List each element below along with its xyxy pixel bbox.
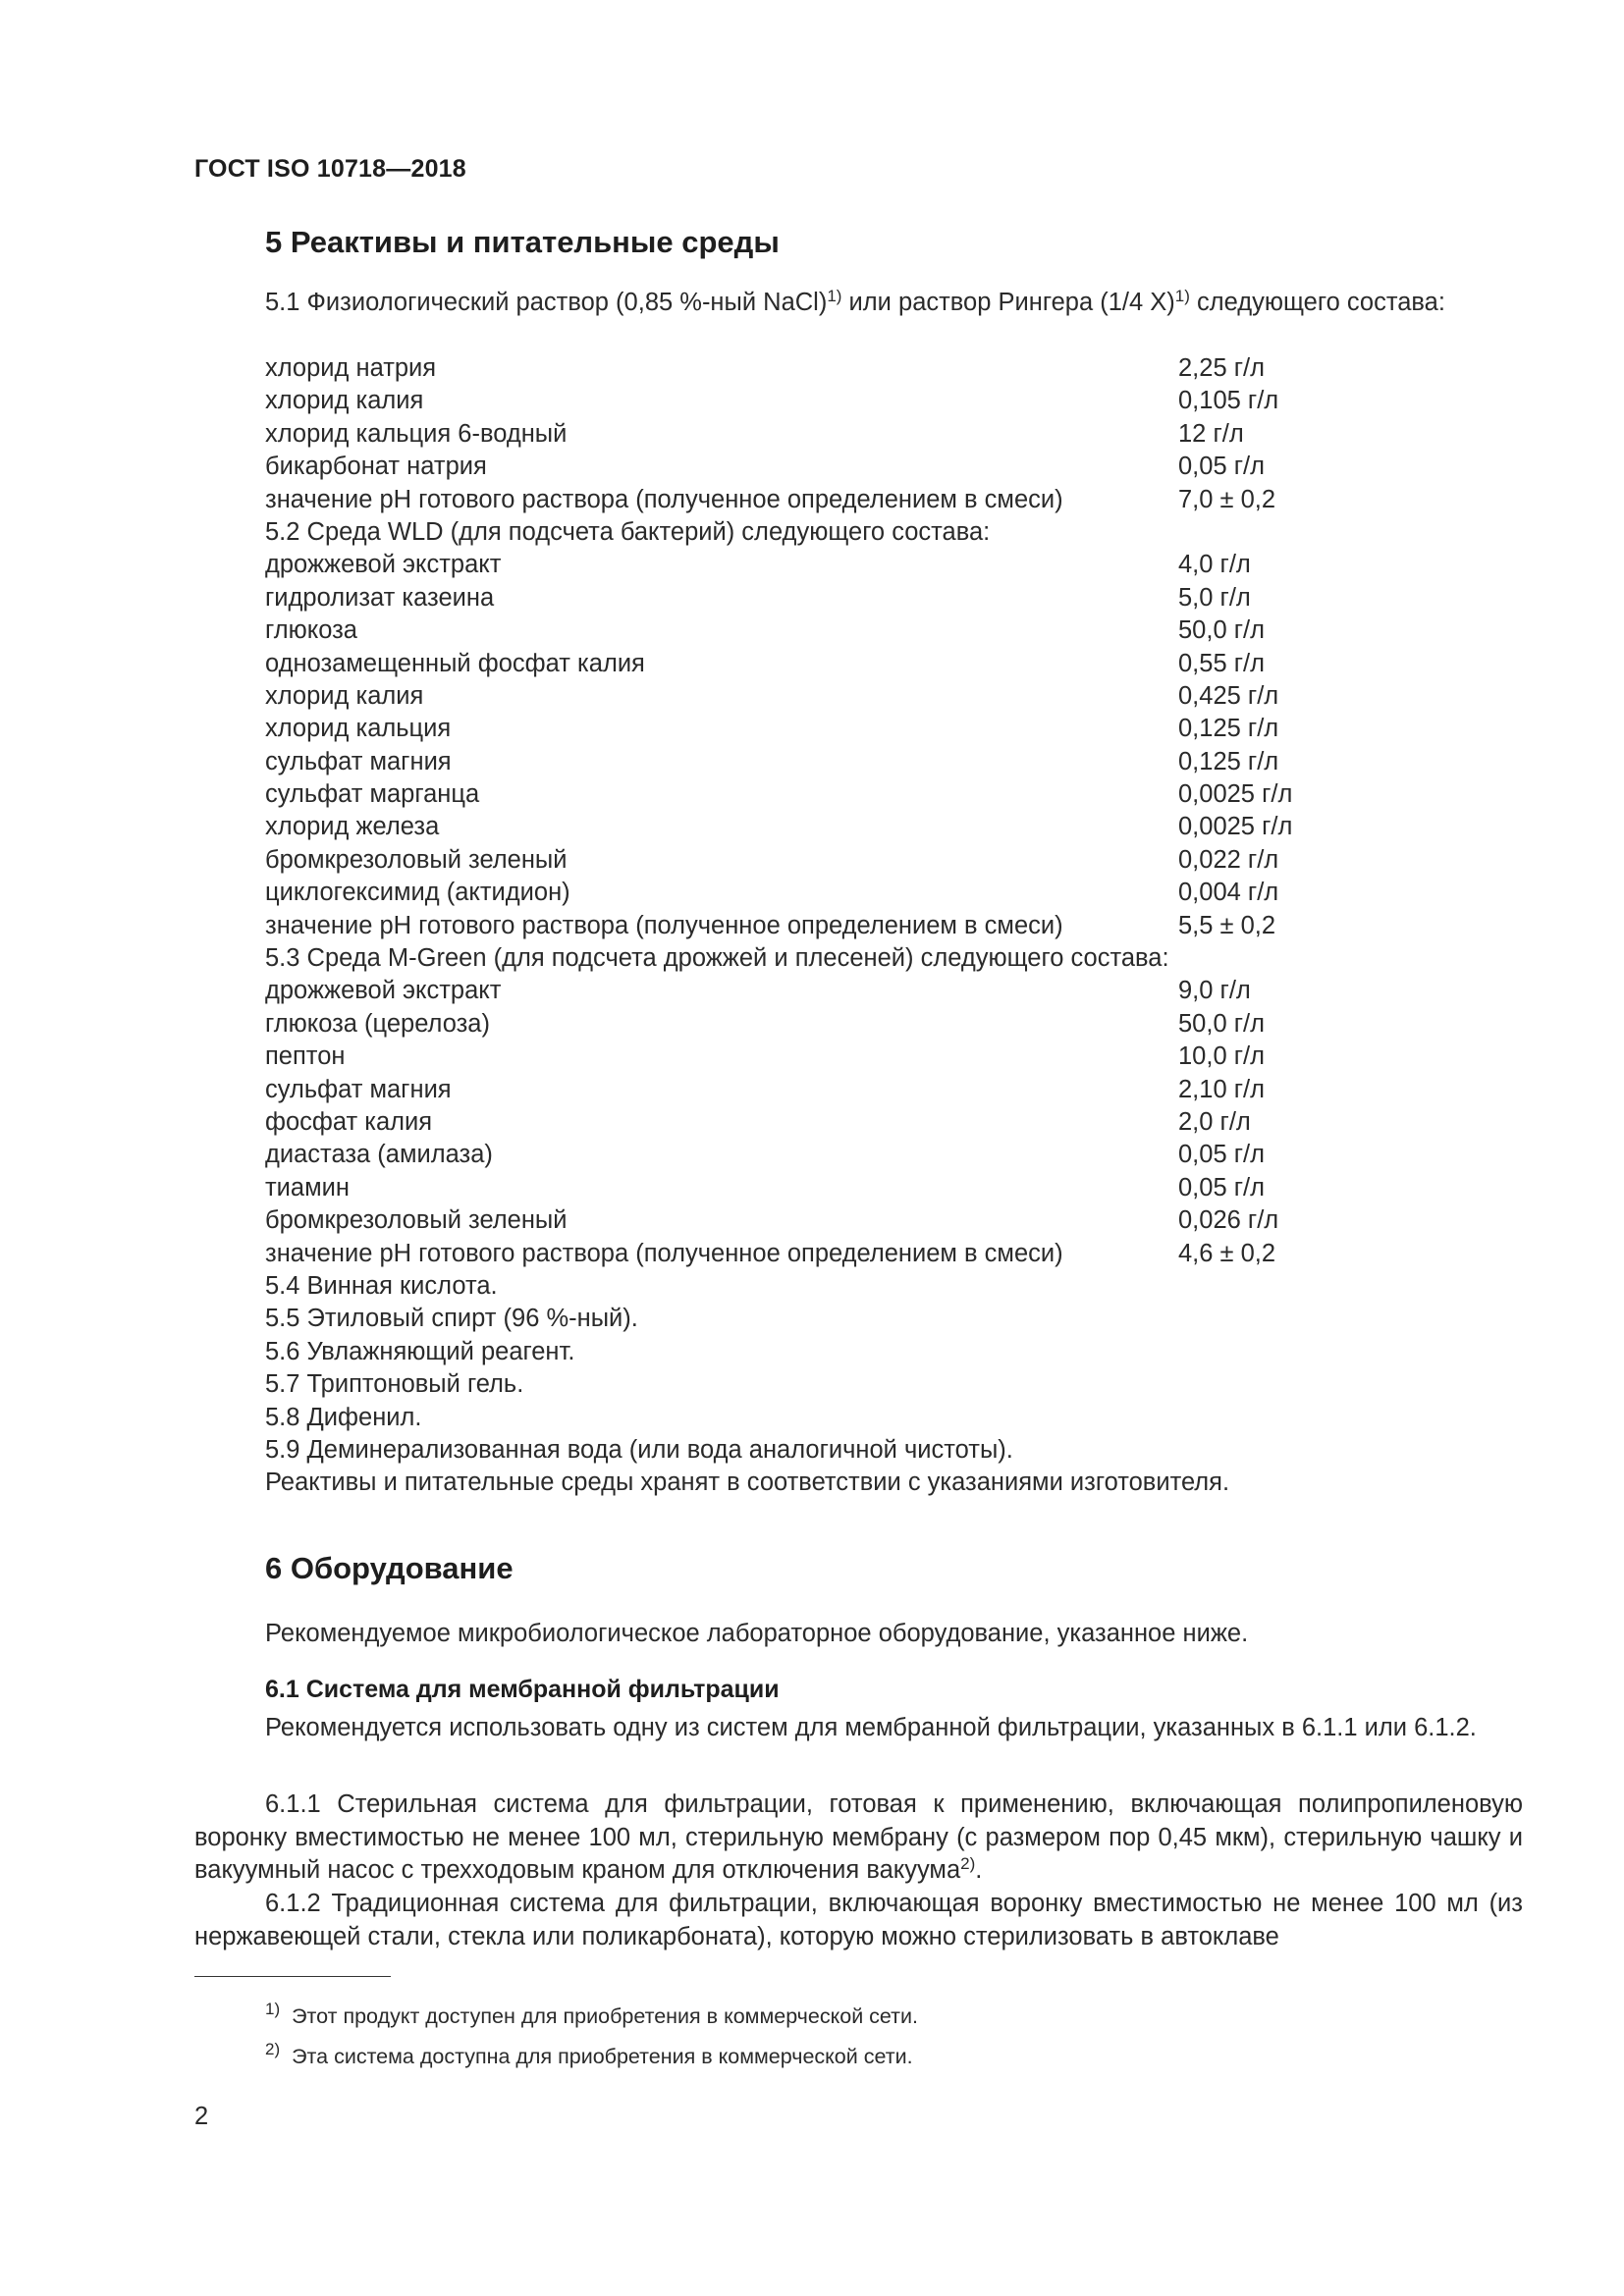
footnote-ref-1b: 1) — [1174, 287, 1190, 305]
list-item — [265, 1074, 1345, 1106]
list-item-label: глюкоза (церелоза) — [265, 1009, 490, 1038]
list-item-label: 5.6 Увлажняющий реагент. — [265, 1337, 575, 1365]
list-item — [265, 778, 1345, 811]
footnote-separator — [194, 1976, 391, 1977]
list-item — [265, 549, 1345, 581]
list-item-label: дрожжевой экстракт — [265, 977, 502, 1005]
list-item-value: 10,0 г/л — [1178, 1042, 1265, 1071]
p61-text: Рекомендуется использовать одну из систем для мембранной фильтрации, указанных в 6.1.1 или 6.1.2. — [265, 1714, 1477, 1741]
list-item-value: 7,0 ± 0,2 — [1178, 485, 1276, 513]
list-item-label: пептон — [265, 1042, 346, 1071]
footnote-2-mark: 2) — [265, 2040, 281, 2058]
list-item-label: сульфат магния — [265, 1075, 452, 1103]
list-item-label: дрожжевой экстракт — [265, 551, 502, 579]
list-item-label: бикарбонат натрия — [265, 453, 487, 481]
list-item-label: тиамин — [265, 1173, 350, 1201]
list-item-label: бромкрезоловый зеленый — [265, 1206, 568, 1235]
paragraph-6-1 — [194, 1712, 1523, 1745]
list-item-value: 2,25 г/л — [1178, 354, 1265, 382]
list-item — [265, 1139, 1345, 1171]
list-item-value: 50,0 г/л — [1178, 1009, 1265, 1038]
p611-text: 6.1.1 Стерильная система для фильтрации, готовая к применению, включающая полипропиленовую воронку вместимостью не менее 100 мл, стерильную мембрану (с размером пор 0,45 мкм), стерильную чашку и вакуумный насос с трехходовым краном для отключения вакуума — [194, 1790, 1523, 1885]
list-item-label: 5.8 Дифенил. — [265, 1403, 422, 1431]
footnote-2-text: Эта система доступна для приобретения в коммерческой сети. — [292, 2045, 913, 2068]
list-item-label: 5.9 Деминерализованная вода (или вода аналогичной чистоты). — [265, 1435, 1013, 1464]
paragraph-6-1-2 — [194, 1888, 1523, 1953]
list-item-label: глюкоза — [265, 616, 357, 645]
p51-text-c: следующего состава: — [1189, 289, 1445, 316]
list-item-value: 0,004 г/л — [1178, 879, 1279, 907]
list-item-label: значение pH готового раствора (полученное определением в смеси) — [265, 485, 1063, 513]
list-item — [265, 942, 1345, 975]
paragraph-5-1 — [194, 287, 1523, 320]
list-item-value: 5,0 г/л — [1178, 583, 1251, 612]
list-item — [265, 385, 1345, 417]
footnote-2 — [265, 2040, 913, 2070]
list-item-label: 5.7 Триптоновый гель. — [265, 1370, 524, 1399]
list-item-value: 50,0 г/л — [1178, 616, 1265, 645]
list-item-value: 0,125 г/л — [1178, 715, 1279, 743]
list-item — [265, 1434, 1345, 1467]
list-item-value: 0,0025 г/л — [1178, 813, 1293, 841]
list-item — [265, 877, 1345, 909]
list-item — [265, 1008, 1345, 1041]
list-item-value: 4,6 ± 0,2 — [1178, 1239, 1276, 1267]
list-item — [265, 844, 1345, 877]
list-item — [265, 1303, 1345, 1335]
list-item — [265, 811, 1345, 843]
list-item-label: 5.5 Этиловый спирт (96 %-ный). — [265, 1305, 638, 1333]
list-item-value: 0,0025 г/л — [1178, 780, 1293, 809]
footnote-ref-1: 1) — [827, 287, 842, 305]
section-5-heading: 5 Реактивы и питательные среды — [265, 225, 780, 259]
list-item — [265, 614, 1345, 647]
list-item-label: значение pH готового раствора (полученное определением в смеси) — [265, 911, 1063, 939]
list-item-label: циклогексимид (актидион) — [265, 879, 570, 907]
list-item-label: значение pH готового раствора (полученное определением в смеси) — [265, 1239, 1063, 1267]
list-item — [265, 1336, 1345, 1368]
p51-text-b: или раствор Рингера (1/4 X) — [841, 289, 1175, 316]
p612-text: 6.1.2 Традиционная система для фильтрации, включающая воронку вместимостью не менее 100 мл (из нержавеющей стали, стекла или поликарбоната), которую можно стерилизовать в автоклаве — [194, 1890, 1523, 1950]
list-item-value: 0,55 г/л — [1178, 649, 1265, 677]
list-item-value: 0,05 г/л — [1178, 453, 1265, 481]
list-item — [265, 352, 1345, 385]
list-item — [265, 1467, 1345, 1499]
list-item-label: хлорид натрия — [265, 354, 437, 382]
list-item — [265, 484, 1345, 516]
list-item — [265, 1368, 1345, 1401]
list-item — [265, 1041, 1345, 1073]
list-item — [265, 746, 1345, 778]
list-item — [265, 680, 1345, 713]
list-item — [265, 910, 1345, 942]
list-item-value: 2,0 г/л — [1178, 1107, 1251, 1136]
list-item-label: 5.3 Среда M-Green (для подсчета дрожжей и плесеней) следующего состава: — [265, 944, 1169, 973]
p611-end: . — [975, 1856, 983, 1885]
document-header: ГОСТ ISO 10718—2018 — [194, 155, 466, 183]
list-item-label: сульфат магния — [265, 747, 452, 775]
list-item — [265, 418, 1345, 451]
list-item-label: хлорид кальция — [265, 715, 452, 743]
list-item-label: Реактивы и питательные среды хранят в соответствии с указаниями изготовителя. — [265, 1468, 1230, 1497]
list-item — [265, 1204, 1345, 1237]
list-item — [265, 451, 1345, 483]
list-item-label: хлорид железа — [265, 813, 440, 841]
footnote-1-mark: 1) — [265, 2000, 281, 2018]
list-item — [265, 975, 1345, 1007]
footnote-1-text: Этот продукт доступен для приобретения в коммерческой сети. — [292, 2004, 919, 2028]
list-item-value: 0,05 г/л — [1178, 1173, 1265, 1201]
list-item-value: 9,0 г/л — [1178, 977, 1251, 1005]
list-item-value: 0,105 г/л — [1178, 387, 1279, 415]
page-number: 2 — [194, 2103, 209, 2130]
list-item-value: 2,10 г/л — [1178, 1075, 1265, 1103]
list-item-label: бромкрезоловый зеленый — [265, 845, 568, 874]
list-item-label: диастаза (амилаза) — [265, 1141, 493, 1169]
footnote-ref-2: 2) — [960, 1854, 976, 1874]
reagent-list — [265, 352, 1345, 1500]
section-6-heading: 6 Оборудование — [265, 1551, 514, 1585]
list-item-value: 0,05 г/л — [1178, 1141, 1265, 1169]
footnote-1 — [265, 2002, 918, 2030]
list-item-value: 0,125 г/л — [1178, 747, 1279, 775]
list-item-value: 4,0 г/л — [1178, 551, 1251, 579]
list-item-label: однозамещенный фосфат калия — [265, 649, 645, 677]
paragraph-6-1-1 — [194, 1789, 1523, 1888]
list-item — [265, 582, 1345, 614]
list-item-value: 5,5 ± 0,2 — [1178, 911, 1276, 939]
list-item-label: хлорид калия — [265, 681, 424, 710]
list-item-label: фосфат калия — [265, 1107, 433, 1136]
list-item-value: 0,425 г/л — [1178, 681, 1279, 710]
list-item-label: сульфат марганца — [265, 780, 480, 809]
list-item-label: хлорид кальция 6-водный — [265, 419, 568, 448]
p51-text-a: 5.1 Физиологический раствор (0,85 %-ный NaCl) — [265, 289, 828, 316]
list-item-value: 0,022 г/л — [1178, 845, 1279, 874]
list-item-label: 5.4 Винная кислота. — [265, 1271, 498, 1300]
list-item — [265, 713, 1345, 745]
list-item — [265, 1270, 1345, 1303]
subsection-6-1-heading: 6.1 Система для мембранной фильтрации — [265, 1676, 780, 1703]
list-item — [265, 1106, 1345, 1139]
list-item — [265, 648, 1345, 680]
section-6-intro: Рекомендуемое микробиологическое лабораторное оборудование, указанное ниже. — [265, 1620, 1249, 1647]
list-item — [265, 516, 1345, 549]
list-item — [265, 1402, 1345, 1434]
list-item-label: хлорид калия — [265, 387, 424, 415]
list-item — [265, 1238, 1345, 1270]
list-item — [265, 1172, 1345, 1204]
list-item-label: гидролизат казеина — [265, 583, 495, 612]
list-item-value: 12 г/л — [1178, 419, 1244, 448]
list-item-label: 5.2 Среда WLD (для подсчета бактерий) следующего состава: — [265, 517, 991, 546]
list-item-value: 0,026 г/л — [1178, 1206, 1279, 1235]
